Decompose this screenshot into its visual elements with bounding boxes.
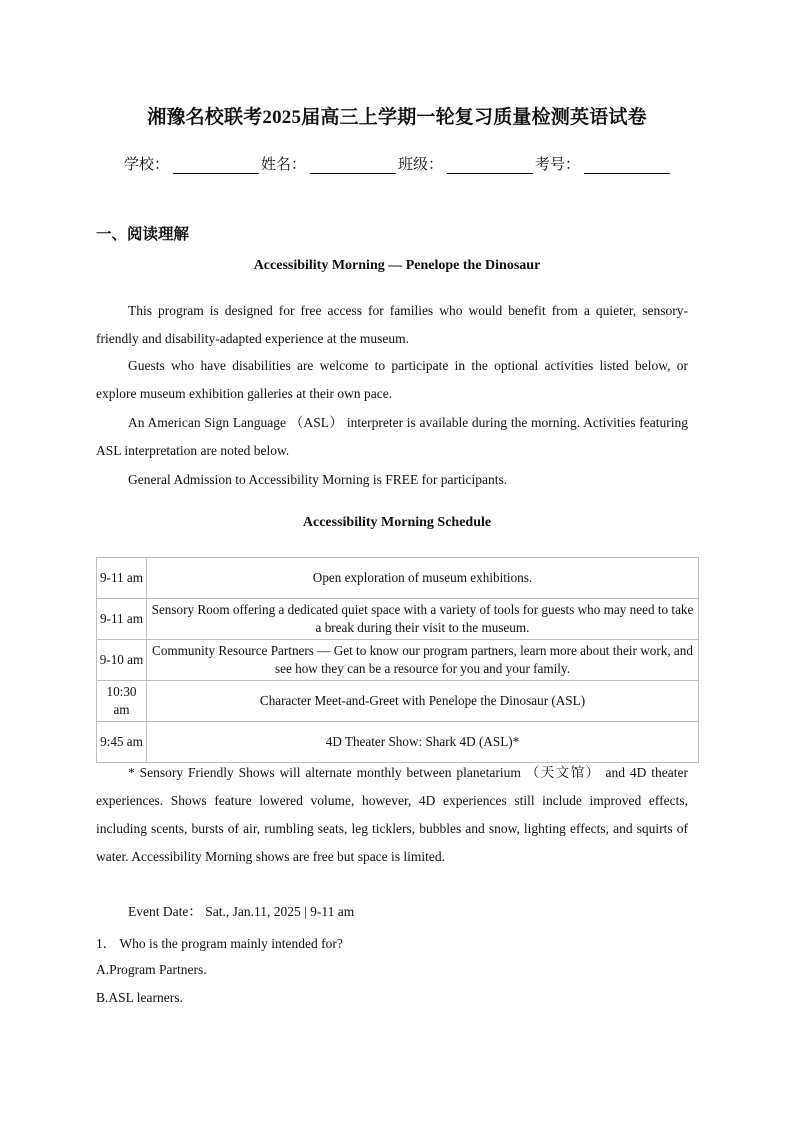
- passage-paragraph: Guests who have disabilities are welcome to participate in the optional activities listed below, or explore museum exhibition galleries at their own pace.: [96, 358, 688, 401]
- schedule-activity: 4D Theater Show: Shark 4D (ASL)*: [147, 722, 699, 763]
- schedule-activity: Community Resource Partners — Get to know our program partners, learn more about their work, and see how they can be a resource for you and your family.: [147, 640, 699, 681]
- name-blank: [310, 157, 396, 174]
- class-label: 班级：: [398, 157, 444, 173]
- schedule-time: 10:30 am: [97, 681, 147, 722]
- schedule-activity: Character Meet-and-Greet with Penelope the Dinosaur (ASL): [147, 681, 699, 722]
- question-stem: 1． Who is the program mainly intended for?: [96, 936, 343, 951]
- name-label: 姓名：: [261, 157, 307, 173]
- school-blank: [173, 157, 259, 174]
- table-row: [97, 722, 699, 763]
- schedule-time: 9:45 am: [97, 722, 147, 763]
- schedule-table: [96, 557, 699, 763]
- passage-paragraph: This program is designed for free access for families who would benefit from a quieter, sensory-friendly and disability-adapted experience at the museum.: [96, 303, 688, 346]
- schedule-title: Accessibility Morning Schedule: [302, 515, 492, 530]
- passage-paragraph: General Admission to Accessibility Morning is FREE for participants.: [128, 472, 508, 487]
- answer-option-a[interactable]: A.Program Partners.: [96, 962, 207, 977]
- exam-number-blank: [584, 157, 670, 174]
- table-row: [97, 558, 699, 599]
- student-info-line: [124, 153, 672, 174]
- schedule-activity: Sensory Room offering a dedicated quiet space with a variety of tools for guests who may need to take a break during their visit to the museum.: [147, 599, 699, 640]
- exam-number-label: 考号：: [535, 157, 581, 173]
- schedule-time: 9-11 am: [97, 599, 147, 640]
- exam-title: 湘豫名校联考2025届高三上学期一轮复习质量检测英语试卷: [147, 107, 647, 128]
- answer-option-b[interactable]: B.ASL learners.: [96, 990, 183, 1005]
- table-row: [97, 640, 699, 681]
- section-heading: 一、阅读理解: [96, 226, 190, 243]
- passage-title: Accessibility Morning — Penelope the Dinosaur: [253, 258, 541, 273]
- event-date: Event Date： Sat., Jan.11, 2025 | 9-11 am: [128, 904, 355, 919]
- table-row: [97, 599, 699, 640]
- schedule-footnote: * Sensory Friendly Shows will alternate monthly between planetarium （天文馆） and 4D theater experiences. Shows feature lowered volume, however, 4D experiences still include improved effects, including scents, bursts of air, rumbling seats, leg ticklers, bubbles and snow, lighting effects, and squirts of water. Accessibility Morning shows are free but space is limited.: [96, 765, 688, 864]
- table-row: [97, 681, 699, 722]
- passage-paragraph: An American Sign Language （ASL） interpreter is available during the morning. Activities featuring ASL interpretation are noted below.: [96, 415, 688, 458]
- school-label: 学校：: [124, 157, 170, 173]
- schedule-time: 9-11 am: [97, 558, 147, 599]
- schedule-time: 9-10 am: [97, 640, 147, 681]
- schedule-activity: Open exploration of museum exhibitions.: [147, 558, 699, 599]
- class-blank: [447, 157, 533, 174]
